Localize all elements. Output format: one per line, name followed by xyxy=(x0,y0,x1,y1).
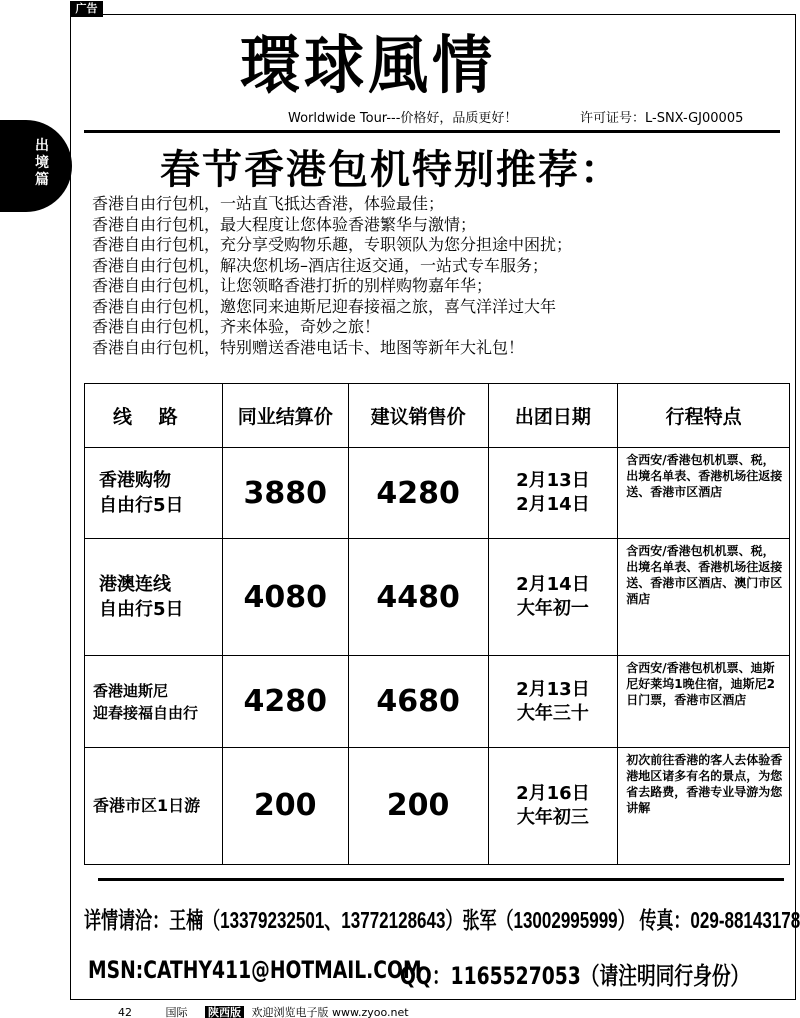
retail-price: 4680 xyxy=(348,656,488,747)
brand-title: 環球風情 xyxy=(240,29,496,104)
license-number: 许可证号：L-SNX-GJ00005 xyxy=(580,111,744,126)
route-name xyxy=(85,448,223,539)
feature-item: 香港自由行包机，最大程度让您体验香港繁华与激情； xyxy=(92,214,477,234)
retail-price: 4480 xyxy=(348,539,488,656)
departure-date xyxy=(488,656,618,747)
feature-item: 香港自由行包机，让您领略香港打折的别样购物嘉年华； xyxy=(92,276,493,295)
date-line: 2月13日 xyxy=(516,470,590,492)
headline: 春节香港包机特别推荐： xyxy=(160,147,622,193)
trade-price: 4080 xyxy=(222,539,348,656)
departure-date xyxy=(488,747,618,864)
header-trade-price: 同业结算价 xyxy=(222,384,348,448)
itinerary-features: 含西安/香港包机机票、税，出境名单表、香港机场往返接送、香港市区酒店、澳门市区酒店 xyxy=(618,539,790,656)
route-name xyxy=(85,656,223,747)
route-name-line: 香港市区1日游 xyxy=(93,796,201,816)
table-row xyxy=(85,747,790,864)
date-line: 2月14日 xyxy=(516,574,590,596)
table-row xyxy=(85,539,790,656)
feature-item: 香港自由行包机，充分享受购物乐趣，专职领队为您分担途中困扰； xyxy=(92,235,573,254)
route-price-table xyxy=(84,383,790,865)
retail-price: 200 xyxy=(348,747,488,864)
header-features: 行程特点 xyxy=(618,384,790,448)
date-line: 大年初三 xyxy=(516,806,589,828)
tagline: Worldwide Tour---价格好，品质更好！ xyxy=(288,111,518,126)
feature-item: 香港自由行包机，邀您同来迪斯尼迎春接福之旅，喜气洋洋过大年 xyxy=(92,296,557,316)
route-name-line: 港澳连线 xyxy=(99,574,171,596)
qq-contact: QQ：1165527053（请注明同行身份） xyxy=(400,962,750,990)
header-date: 出团日期 xyxy=(488,384,618,448)
contact-details: 详情请洽：王楠（13379232501、13772128643）张军（13002995999） 传真：029-88143178 xyxy=(84,907,800,933)
date-line: 大年三十 xyxy=(516,702,589,724)
route-name-line: 香港迪斯尼 xyxy=(93,681,169,700)
departure-date xyxy=(488,448,618,539)
feature-item: 香港自由行包机，齐来体验，奇妙之旅！ xyxy=(92,317,381,336)
header-retail-price: 建议销售价 xyxy=(348,384,488,448)
route-name xyxy=(85,539,223,656)
itinerary-features: 含西安/香港包机机票、税，出境名单表、香港机场往返接送、香港市区酒店 xyxy=(618,448,790,539)
route-name-line: 香港购物 xyxy=(99,470,171,492)
trade-price: 3880 xyxy=(222,448,348,539)
itinerary-features: 含西安/香港包机机票、迪斯尼好莱坞1晚住宿，迪斯尼2日门票，香港市区酒店 xyxy=(618,656,790,747)
table-row xyxy=(85,656,790,747)
route-name xyxy=(85,747,223,864)
feature-item: 香港自由行包机，解决您机场–酒店往返交通，一站式专车服务； xyxy=(92,255,549,275)
route-name-line: 自由行5日 xyxy=(99,599,184,621)
date-line: 2月16日 xyxy=(516,782,590,804)
feature-list xyxy=(92,194,572,358)
ad-label: 广告 xyxy=(70,1,103,17)
retail-price: 4280 xyxy=(348,448,488,539)
route-name-line: 自由行5日 xyxy=(99,495,184,517)
feature-item: 香港自由行包机，一站直飞抵达香港，体验最佳； xyxy=(92,194,445,213)
section-name: 国际 xyxy=(165,1006,188,1018)
date-line: 大年初一 xyxy=(516,598,589,620)
route-name-line: 迎春接福自由行 xyxy=(93,703,199,722)
trade-price: 200 xyxy=(222,747,348,864)
departure-date xyxy=(488,539,618,656)
top-divider xyxy=(84,130,780,133)
section-side-tab xyxy=(0,120,72,212)
table-header-row xyxy=(85,384,790,448)
header-route: 线 路 xyxy=(85,384,223,448)
date-line: 2月13日 xyxy=(516,678,590,700)
itinerary-features: 初次前往香港的客人去体验香港地区诸多有名的景点，为您省去路费，香港专业导游为您讲解 xyxy=(618,747,790,864)
side-tab-label: 出境篇 xyxy=(35,138,49,188)
bottom-divider xyxy=(98,878,784,881)
footer-note: 欢迎浏览电子版 www.zyoo.net xyxy=(251,1006,409,1018)
page-number: 42 xyxy=(118,1006,132,1018)
table-row xyxy=(85,448,790,539)
msn-contact: MSN:CATHY411@HOTMAIL.COM xyxy=(88,956,422,984)
feature-item: 香港自由行包机，特别赠送香港电话卡、地图等新年大礼包！ xyxy=(92,337,525,357)
page-footer xyxy=(118,1004,409,1018)
edition-badge: 陕西版 xyxy=(205,1006,244,1018)
trade-price: 4280 xyxy=(222,656,348,747)
date-line: 2月14日 xyxy=(516,494,590,516)
